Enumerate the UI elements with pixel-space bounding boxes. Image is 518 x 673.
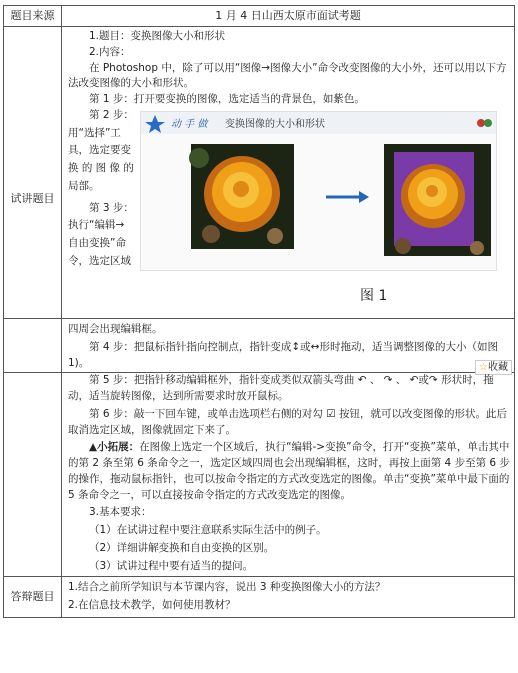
trial-label: 试讲题目 <box>4 27 62 373</box>
trial-continued-row <box>4 319 515 577</box>
step2-line: 第 2 步： <box>89 108 134 121</box>
figure-image <box>140 111 497 271</box>
step4-text: 第 4 步：把鼠标指针指向控制点，指针变成↕或↔形时拖动，适当调整图像的大小（如图1)。 <box>68 340 498 369</box>
content-label: 2.内容： <box>89 45 131 58</box>
favorite-label: 收藏 <box>488 361 508 373</box>
figure-illustration <box>141 112 496 270</box>
step3-line: 自由变换”命 <box>68 237 126 249</box>
requirement-item: （3）试讲过程中要有适当的提问。 <box>89 559 254 572</box>
figure-caption: 图 1 <box>360 287 388 304</box>
step2-line: 具，选定要变 <box>68 144 131 157</box>
intro-text: 在 Photoshop 中，除了可以用“图像→图像大小”命令改变图像的大小外，还可以用以下方法改变图像的大小和形状。 <box>68 61 507 90</box>
trial-label-blank <box>4 319 62 577</box>
extension-text: 在图像上选定一个区域后，执行“编辑->变换”命令，打开“变换”菜单，单击其中的第 2 条至第 6 条命令之一，选定区域四周也会出现编辑框，这时，再按上面第 4 步至第 6 步的操作，拖动鼠标指针，也可以按命令指定的方式改变选定的图像。单击“变换”菜单中最下面的 5 条命令之一，可以直接按命令指定的方式改变选定的图像。 <box>68 441 510 501</box>
step2-line: 用“选择”工 <box>68 126 121 139</box>
extension-paragraph <box>68 440 510 503</box>
extension-label: ▲小拓展： <box>89 441 140 454</box>
step2-line: 换 的 图 像 的 <box>68 162 134 174</box>
source-value: 1 月 4 日山西太原市面试考题 <box>62 6 515 27</box>
star-icon: ☆ <box>479 361 488 373</box>
rose-photo-transformed <box>384 144 491 256</box>
header-row <box>4 6 515 27</box>
exam-table-bottom <box>3 318 515 618</box>
badge-icon <box>484 119 492 127</box>
step3-line: 执行“编辑→ <box>68 219 125 232</box>
answer-question: 1.结合之前所学知识与本节课内容，说出 3 种变换图像大小的方法？ <box>68 581 386 594</box>
requirements-label: 3.基本要求： <box>89 506 152 519</box>
step2-line: 局部。 <box>68 179 100 192</box>
answer-content <box>62 577 515 618</box>
step5-text: 第 5 步：把指针移动编辑框外，指针变成类似双箭头弯曲 ↶ 、 ↷ 、 ↶或↷ 形状时，拖动，适当旋转图像，达到所需要求时放开鼠标。 <box>68 374 494 402</box>
banner-title: 变换图像的大小和形状 <box>225 118 325 130</box>
source-label: 题目来源 <box>4 6 62 27</box>
rose-photo-original <box>189 144 294 249</box>
banner-tag: 动 手 做 <box>171 118 208 130</box>
badge-icon <box>477 119 485 127</box>
requirement-item: （1）在试讲过程中要注意联系实际生活中的例子。 <box>89 524 327 536</box>
answer-row <box>4 577 515 618</box>
step3-line: 第 3 步： <box>89 201 134 214</box>
requirement-item: （2）详细讲解变换和自由变换的区别。 <box>89 541 275 554</box>
step6-text: 第 6 步：敲一下回车键，或单击选项栏右侧的对勾 ☑ 按钮，就可以改变图像的形状。此后取消选定区域，图像就固定下来了。 <box>68 407 507 436</box>
step-side-text <box>68 108 134 272</box>
trial-title: 1.题目：变换图像大小和形状 <box>89 30 226 42</box>
answer-question: 2.在信息技术教学，如何使用教材？ <box>68 599 236 611</box>
continued-text: 四周会出现编辑框。 <box>68 323 163 335</box>
step3-line: 令，选定区域 <box>68 254 131 267</box>
arrow-right-icon <box>326 191 369 203</box>
answer-label: 答辩题目 <box>4 577 62 618</box>
trial-continued-content <box>62 319 515 577</box>
step1-text: 第 1 步：打开要变换的图像，选定适当的背景色，如紫色。 <box>89 93 365 105</box>
